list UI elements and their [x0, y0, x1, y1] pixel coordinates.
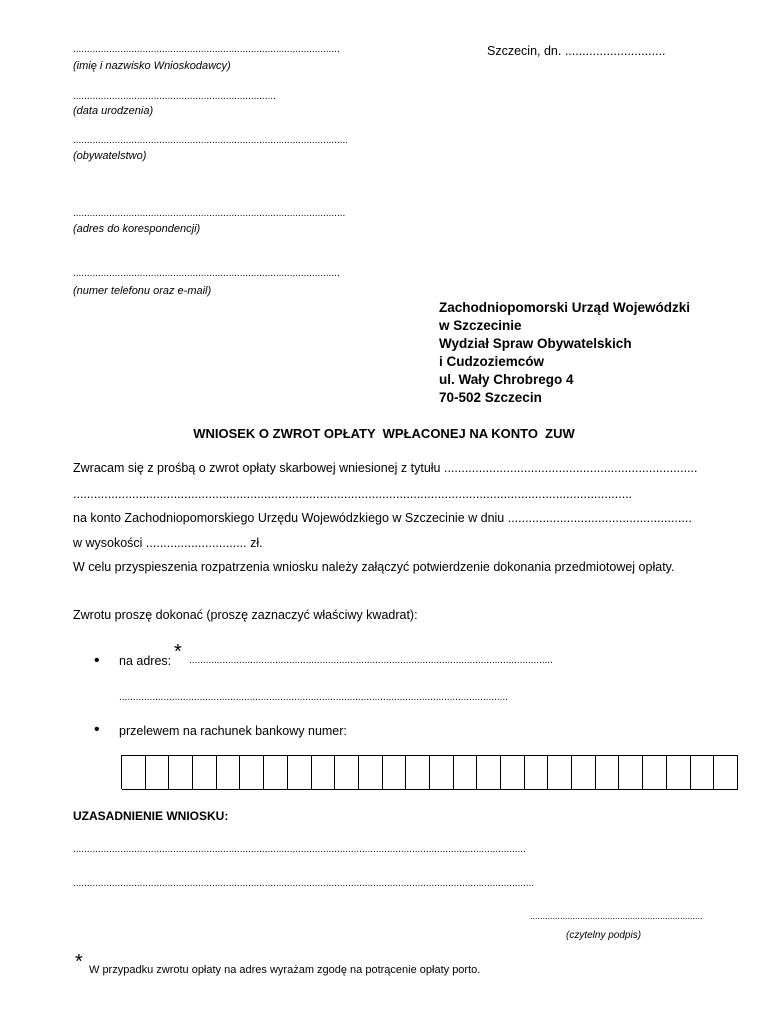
- recipient-line-2: w Szczecinie: [439, 318, 522, 333]
- document-title: WNIOSEK O ZWROT OPŁATY WPŁACONEJ NA KONTO ZUW: [193, 426, 575, 441]
- asterisk-icon: *: [174, 641, 182, 663]
- account-digit-box[interactable]: [667, 755, 691, 790]
- refund-method-prompt: Zwrotu proszę dokonać (proszę zaznaczyć właściwy kwadrat):: [73, 608, 418, 622]
- account-digit-box[interactable]: [312, 755, 336, 790]
- recipient-line-6: 70-502 Szczecin: [439, 390, 542, 405]
- account-digit-box[interactable]: [714, 755, 738, 790]
- applicant-name-dots[interactable]: ................................................................................................: [73, 44, 340, 55]
- account-digit-box[interactable]: [406, 755, 430, 790]
- signature-dots[interactable]: .....................................................................: [530, 911, 703, 921]
- option-bank-label: przelewem na rachunek bankowy numer:: [119, 724, 347, 738]
- account-digit-box[interactable]: [264, 755, 288, 790]
- option-address-label: na adres:: [119, 654, 172, 668]
- contact-dots[interactable]: ................................................................................................: [73, 268, 340, 279]
- account-digit-box[interactable]: [169, 755, 193, 790]
- date-of-birth-caption: (data urodzenia): [73, 105, 154, 117]
- account-digit-box[interactable]: [240, 755, 264, 790]
- account-digit-box[interactable]: [430, 755, 454, 790]
- footnote-text: W przypadku zwrotu opłaty na adres wyrażam zgodę na potrącenie opłaty porto.: [89, 964, 481, 976]
- recipient-line-1: Zachodniopomorski Urząd Wojewódzki: [439, 300, 691, 315]
- recipient-line-4: i Cudzoziemców: [439, 354, 545, 369]
- option-address-dots-1[interactable]: ...................................................................................................................................: [189, 655, 553, 666]
- citizenship-dots[interactable]: ...................................................................................................: [73, 135, 349, 146]
- recipient-address: [439, 299, 690, 407]
- contact-caption: (numer telefonu oraz e-mail): [73, 285, 212, 297]
- account-digit-box[interactable]: [359, 755, 383, 790]
- bank-account-number-boxes[interactable]: [121, 755, 738, 789]
- recipient-line-5: ul. Wały Chrobrego 4: [439, 372, 574, 387]
- correspondence-address-dots[interactable]: ..................................................................................................: [73, 208, 346, 219]
- citizenship-caption: (obywatelstwo): [73, 150, 147, 162]
- body-paragraph-2[interactable]: .................................................................................................................................................................: [73, 487, 633, 501]
- applicant-name-caption: (imię i nazwisko Wnioskodawcy): [73, 60, 231, 72]
- account-digit-box[interactable]: [454, 755, 478, 790]
- justification-line-1[interactable]: ...................................................................................................................................................................: [73, 844, 526, 855]
- justification-heading: UZASADNIENIE WNIOSKU:: [73, 809, 229, 823]
- account-digit-box[interactable]: [288, 755, 312, 790]
- bullet-bank-icon[interactable]: •: [94, 721, 100, 738]
- correspondence-address-caption: (adres do korespondencji): [73, 223, 201, 235]
- account-digit-box[interactable]: [619, 755, 643, 790]
- option-address-dots-2[interactable]: ............................................................................................................................................: [119, 692, 508, 703]
- body-paragraph-4: w wysokości ............................. zł.: [73, 536, 263, 550]
- body-paragraph-5: W celu przyspieszenia rozpatrzenia wniosku należy załączyć potwierdzenie dokonania przedmiotowej opłaty.: [73, 560, 675, 574]
- account-digit-box[interactable]: [548, 755, 572, 790]
- account-digit-box[interactable]: [596, 755, 620, 790]
- justification-line-2[interactable]: ......................................................................................................................................................................: [73, 878, 535, 889]
- body-paragraph-1: Zwracam się z prośbą o zwrot opłaty skarbowej wniesionej z tytułu .........................................................................: [73, 461, 698, 475]
- account-digit-box[interactable]: [146, 755, 170, 790]
- account-digit-box[interactable]: [335, 755, 359, 790]
- date-of-birth-dots[interactable]: .........................................................................: [73, 91, 276, 102]
- account-digit-box[interactable]: [501, 755, 525, 790]
- footnote-asterisk-icon: *: [75, 951, 83, 973]
- body-paragraph-3: na konto Zachodniopomorskiego Urzędu Wojewódzkiego w Szczecinie w dniu .....................................................: [73, 511, 692, 525]
- account-digit-box[interactable]: [193, 755, 217, 790]
- account-digit-box[interactable]: [383, 755, 407, 790]
- account-digit-box[interactable]: [572, 755, 596, 790]
- account-digit-box[interactable]: [525, 755, 549, 790]
- recipient-line-3: Wydział Spraw Obywatelskich: [439, 336, 632, 351]
- bullet-address-icon[interactable]: •: [94, 652, 100, 669]
- signature-caption: (czytelny podpis): [566, 930, 642, 941]
- account-digit-box[interactable]: [122, 755, 146, 790]
- account-digit-box[interactable]: [217, 755, 241, 790]
- account-digit-box[interactable]: [643, 755, 667, 790]
- account-digit-box[interactable]: [691, 755, 715, 790]
- place-date: Szczecin, dn. .............................: [487, 44, 666, 58]
- account-digit-box[interactable]: [477, 755, 501, 790]
